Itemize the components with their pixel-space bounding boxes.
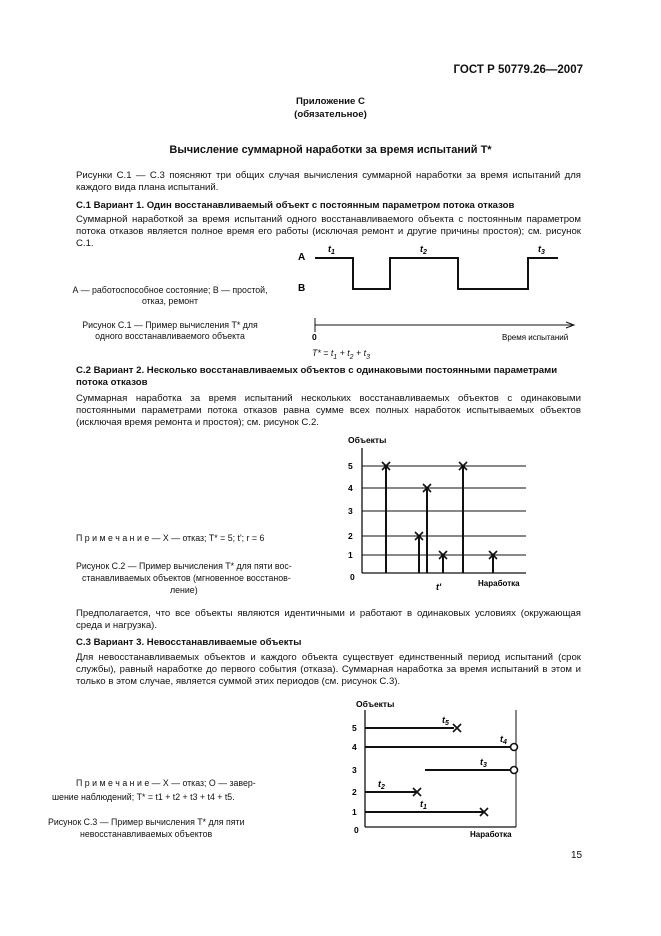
t2-label: $t_2$ [420, 244, 427, 256]
c3-level-5: 5 [352, 723, 357, 733]
c2-x-title: Наработка [478, 579, 520, 588]
page-number: 15 [571, 850, 583, 861]
c3-t2-label: $t_2$ [378, 779, 385, 791]
c2-level-3: 3 [348, 506, 353, 516]
fig-c2-caption-line2: станавливаемых объектов (мгновенное восстанов- [82, 573, 291, 583]
c3-censor-marker-3 [511, 767, 518, 774]
c2-t-label: t' [436, 582, 442, 592]
c1-heading: С.1 Вариант 1. Один восстанавливаемый объект с постоянным параметром потока отказов [76, 200, 515, 211]
c3-paragraph: Для невосстанавливаемых объектов и каждого объекта существует единственный период испытаний (срок службы), равный наработке до первого события (отказа). Суммарная наработка за время испытаний в этом и только в этом случае, является суммой этих периодов (см. рисунок С.3). [76, 652, 581, 687]
annex-status: (обязательное) [294, 109, 367, 120]
c3-level-4: 4 [352, 742, 357, 752]
c1-legend-line1: А — работоспособное состояние; В — простой, [72, 285, 268, 295]
intro-paragraph: Рисунки С.1 — С.3 поясняют три общих случая вычисления суммарной наработки за время испытаний для каждого вида плана испытаний. [76, 170, 581, 193]
c2-level-4: 4 [348, 483, 353, 493]
c3-t3-label: $t_3$ [480, 757, 487, 769]
c3-t4-label: $t_4$ [500, 734, 507, 746]
figure-c3 [340, 695, 560, 840]
fig-c3-caption-line1: Рисунок С.3 — Пример вычисления T* для пяти [48, 817, 245, 827]
c2-after-paragraph: Предполагается, что все объекты являются идентичными и работают в одинаковых условиях (окружающая среда и нагрузка). [76, 608, 581, 631]
c3-level-2: 2 [352, 787, 357, 797]
c2-y-title: Объекты [348, 435, 387, 445]
c3-x-title: Наработка [470, 830, 512, 839]
standard-number: ГОСТ Р 50779.26—2007 [453, 64, 583, 76]
c2-note: П р и м е ч а н и е — X — отказ; T* = 5; t'; r = 6 [76, 533, 265, 543]
c2-paragraph: Суммарная наработка за время испытаний нескольких восстанавливаемых объектов с одинаковыми постоянными параметрами потока отказов равна сумме всех полных наработок испытываемых объектов (исключая время ремонта и простоя); см. рисунок С.2. [76, 393, 581, 428]
c3-level-3: 3 [352, 765, 357, 775]
state-b-label: B [298, 283, 306, 294]
figure-c2 [340, 430, 560, 595]
c3-heading: С.3 Вариант 3. Невосстанавливаемые объекты [76, 637, 302, 648]
c2-zero: 0 [350, 572, 355, 582]
figure-c1 [290, 240, 590, 365]
c3-zero: 0 [354, 825, 359, 835]
fig-c2-caption-line3: ление) [170, 585, 198, 595]
time-axis-label: Время испытаний [502, 333, 569, 342]
fig-c3-caption-line2: невосстанавливаемых объектов [80, 829, 213, 839]
c3-note-line1: П р и м е ч а н и е — X — отказ; О — завер- [76, 778, 256, 788]
time-axis-zero: 0 [312, 332, 317, 342]
c2-level-1: 1 [348, 550, 353, 560]
fig-c2-caption-line1: Рисунок С.2 — Пример вычисления T* для пяти вос- [76, 561, 292, 571]
c3-y-title: Объекты [356, 699, 395, 709]
fig-c1-caption-line2: одного восстанавливаемого объекта [95, 331, 245, 341]
c2-heading-line1: С.2 Вариант 2. Несколько восстанавливаемых объектов с одинаковыми постоянными параметрами [76, 365, 558, 376]
c1-formula: $T* = t_1 + t_2 + t_3$ [312, 348, 370, 361]
c2-heading-line2: потока отказов [76, 377, 148, 388]
c2-level-5: 5 [348, 461, 353, 471]
c2-level-2: 2 [348, 531, 353, 541]
c3-t1-label: $t_1$ [420, 799, 427, 811]
t3-label: $t_3$ [538, 244, 545, 256]
state-timeline [315, 258, 558, 289]
c3-note-line2: шение наблюдений; T* = t1 + t2 + t3 + t4 + t5. [52, 792, 235, 802]
c3-t5-label: $t_5$ [442, 715, 449, 727]
c1-legend-line2: отказ, ремонт [141, 296, 199, 306]
main-title: Вычисление суммарной наработки за время испытаний T* [169, 144, 492, 156]
fig-c1-caption-line1: Рисунок С.1 — Пример вычисления T* для [82, 320, 258, 330]
annex-title: Приложение С [296, 96, 365, 107]
c1-paragraph: Суммарной наработкой за время испытаний одного восстанавливаемого объекта с постоянным параметром потока отказов является полное время его работы (исключая ремонт и другие причины простоя); см. рисунок С.1. [76, 214, 581, 249]
t1-label: $t_1$ [328, 244, 335, 256]
c3-level-1: 1 [352, 807, 357, 817]
c3-censor-marker-4 [511, 744, 518, 751]
state-a-label: A [298, 252, 306, 263]
